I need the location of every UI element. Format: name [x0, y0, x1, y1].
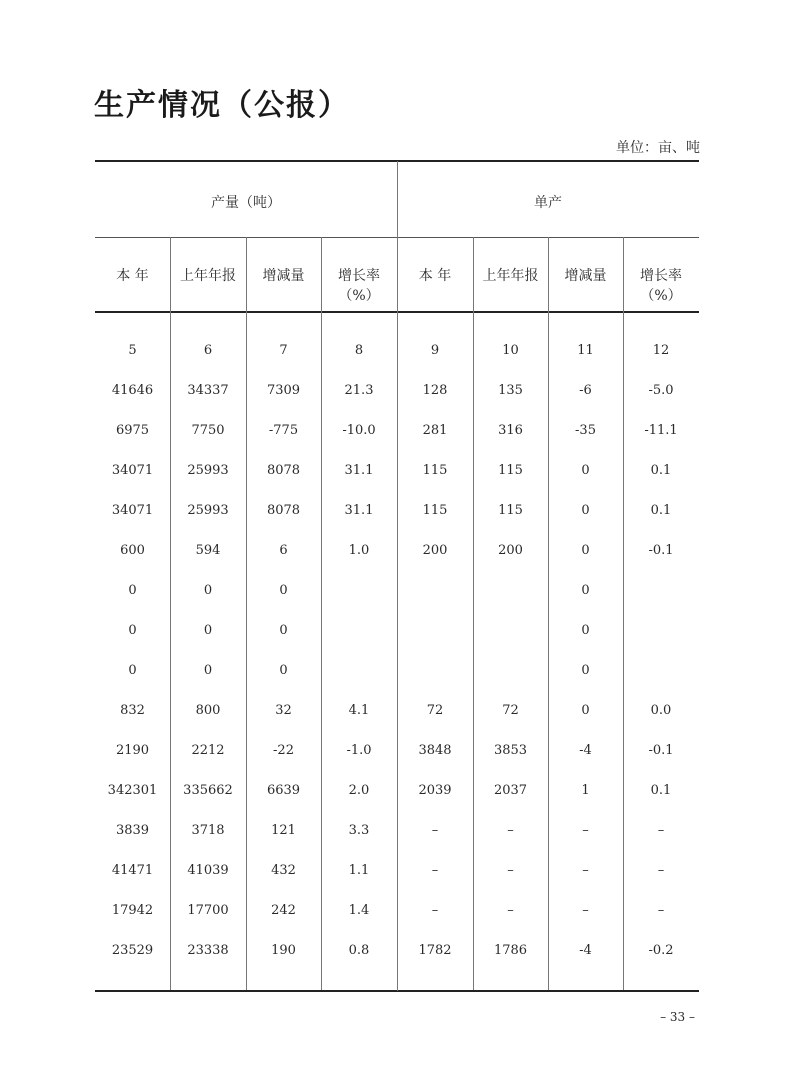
table-cell: -35 — [575, 423, 596, 438]
table-cell: 0 — [581, 623, 590, 638]
table-cell: 190 — [271, 943, 296, 958]
page-number: – 33 – — [660, 1010, 695, 1024]
table-cell: 6975 — [115, 423, 150, 438]
table-cell: 34337 — [187, 383, 229, 398]
table-cell: -22 — [273, 743, 294, 758]
table-cell: 2190 — [115, 743, 150, 758]
table-cell: 2039 — [418, 783, 452, 798]
table-cell: -0.2 — [648, 943, 674, 958]
table-cell: – — [657, 903, 665, 918]
table-cell: 25993 — [187, 463, 229, 478]
table-cell: 4.1 — [348, 703, 370, 718]
table-cell: 832 — [120, 703, 145, 718]
table-cell: 34071 — [111, 463, 154, 478]
table-cell: 0.8 — [348, 943, 370, 958]
table-cell: 2037 — [493, 783, 528, 798]
table-cell: – — [582, 863, 589, 878]
table-cell: -4 — [579, 943, 592, 958]
table-cell: 0 — [203, 663, 213, 678]
table-cell: 135 — [498, 383, 523, 398]
table-cell: – — [507, 823, 514, 838]
table-cell: 242 — [271, 903, 296, 918]
table-cell: 7309 — [266, 383, 301, 398]
table-cell: 432 — [271, 863, 296, 878]
table-cell: 17942 — [111, 903, 154, 918]
table-cell: -775 — [268, 423, 299, 438]
column-header: 增长率（%） — [640, 268, 682, 304]
table-cell: -11.1 — [644, 423, 678, 438]
table-cell: 121 — [271, 823, 296, 838]
table-cell: 25993 — [187, 503, 229, 518]
column-header: 增减量 — [564, 268, 607, 284]
column-header: 上年年报 — [482, 268, 539, 284]
table-cell: 7 — [279, 343, 288, 358]
table-cell: 0.0 — [650, 703, 672, 718]
table-cell: 1782 — [418, 943, 452, 958]
table-cell: 0 — [581, 503, 590, 518]
table-cell: 200 — [498, 543, 523, 558]
table-cell: 3853 — [493, 743, 528, 758]
table-cell: 6639 — [266, 783, 301, 798]
table-cell: 72 — [502, 703, 519, 718]
table-cell: 3848 — [418, 743, 452, 758]
table-cell: 1 — [581, 783, 590, 798]
table-cell: -0.1 — [648, 543, 674, 558]
table-cell: 41646 — [111, 383, 154, 398]
table-cell: – — [431, 903, 439, 918]
table-cell: 316 — [498, 423, 523, 438]
table-cell: 115 — [422, 463, 448, 478]
table-cell: 3.3 — [348, 823, 370, 838]
table-cell: 41039 — [187, 863, 229, 878]
table-cell: 23529 — [111, 943, 154, 958]
table-cell: 17700 — [187, 903, 229, 918]
table-cell: 7750 — [191, 423, 225, 438]
unit-label: 单位：亩、吨 — [616, 140, 700, 156]
table-cell: -1.0 — [346, 743, 372, 758]
column-header: 上年年报 — [180, 268, 236, 284]
table-cell: 8 — [354, 343, 364, 358]
table-cell: 0 — [279, 663, 288, 678]
table-cell: 0 — [203, 623, 213, 638]
table-cell: 34071 — [111, 503, 154, 518]
group-header-yield: 单产 — [534, 195, 562, 211]
table-cell: 0 — [581, 663, 590, 678]
table-cell: – — [657, 863, 665, 878]
table-cell: 800 — [195, 703, 221, 718]
table-cell: 115 — [498, 463, 523, 478]
column-header: 本 年 — [116, 268, 149, 284]
table-cell: 0 — [279, 583, 288, 598]
table-cell: 72 — [426, 703, 444, 718]
table-cell: -5.0 — [648, 383, 674, 398]
table-cell: 0 — [581, 703, 590, 718]
table-cell: 0.1 — [650, 503, 672, 518]
table-cell: 0 — [581, 583, 590, 598]
table-cell: 335662 — [183, 783, 233, 798]
table-cell: 2212 — [191, 743, 225, 758]
table-cell: 31.1 — [344, 463, 374, 478]
page-title: 生产情况（公报） — [94, 88, 350, 123]
table-cell: 41471 — [111, 863, 154, 878]
table-cell: 594 — [195, 543, 221, 558]
table-cell: – — [582, 823, 589, 838]
table-cell: -6 — [579, 383, 592, 398]
table-cell: 128 — [422, 383, 448, 398]
table-cell: 115 — [422, 503, 448, 518]
table-cell: 1786 — [493, 943, 528, 958]
table-cell: 8078 — [266, 503, 301, 518]
table-cell: – — [431, 823, 439, 838]
table-cell: – — [431, 863, 439, 878]
table-cell: 31.1 — [344, 503, 374, 518]
table-cell: 0 — [203, 583, 213, 598]
table-cell: 1.0 — [348, 543, 370, 558]
table-cell: 0 — [128, 583, 137, 598]
column-header: 增减量 — [262, 268, 305, 284]
table-cell: 1.4 — [348, 903, 370, 918]
table-cell: – — [582, 903, 589, 918]
table-cell: 0.1 — [650, 783, 672, 798]
table-cell: 3718 — [191, 823, 225, 838]
table-cell: 23338 — [187, 943, 229, 958]
table-cell: 10 — [502, 343, 519, 358]
group-header-output: 产量（吨） — [211, 195, 281, 211]
table-cell: -0.1 — [648, 743, 674, 758]
table-cell: 2.0 — [348, 783, 370, 798]
table-cell: 342301 — [107, 783, 158, 798]
table-cell: 115 — [498, 503, 523, 518]
table-cell: 600 — [120, 543, 145, 558]
table-cell: 0 — [128, 663, 137, 678]
table-cell: 11 — [577, 343, 594, 358]
table-cell: 9 — [430, 343, 440, 358]
table-cell: -4 — [579, 743, 592, 758]
table-cell: 281 — [422, 423, 448, 438]
table-cell: 0 — [581, 543, 590, 558]
table-cell: 12 — [652, 343, 670, 358]
table-cell: 5 — [128, 343, 137, 358]
table-cell: – — [507, 863, 514, 878]
table-cell: 0 — [128, 623, 137, 638]
table-cell: 200 — [422, 543, 448, 558]
column-header: 本 年 — [418, 268, 452, 284]
column-header: 增长率（%） — [338, 268, 380, 304]
table-cell: 0.1 — [650, 463, 672, 478]
table-cell: -10.0 — [342, 423, 376, 438]
table-cell: 8078 — [266, 463, 301, 478]
table-cell: 0 — [581, 463, 590, 478]
table-cell: 6 — [203, 343, 213, 358]
table-cell: 0 — [279, 623, 288, 638]
table-cell: – — [657, 823, 665, 838]
table-cell: 21.3 — [344, 383, 374, 398]
table-cell: 1.1 — [348, 863, 370, 878]
table-cell: – — [507, 903, 514, 918]
table-cell: 32 — [275, 703, 292, 718]
table-cell: 3839 — [115, 823, 150, 838]
table-cell: 6 — [279, 543, 288, 558]
